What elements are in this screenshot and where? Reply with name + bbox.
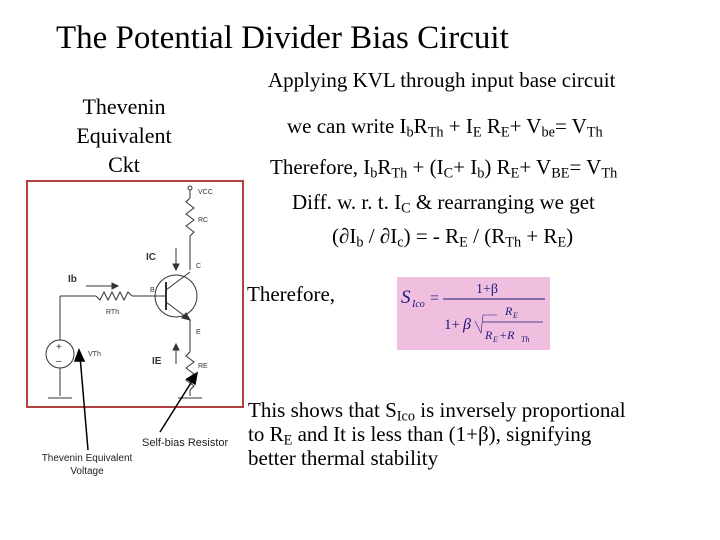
equation-differentiate: Diff. w. r. t. $I_C$ & rearranging we get xyxy=(292,190,595,217)
thevenin-voltage-caption-line: Voltage xyxy=(70,466,104,477)
self-bias-caption: Self-bias Resistor xyxy=(142,437,229,449)
equation-partial: $(\partial I_b / \partial I_c)$ = - $R_E / (R_{Th} + R_E)$ xyxy=(332,224,574,251)
formula-inner-den-sub1: E xyxy=(493,335,498,344)
slide-title: The Potential Divider Bias Circuit xyxy=(56,20,509,56)
vcc-label: VCC xyxy=(198,189,213,196)
ic-label: IC xyxy=(146,252,156,263)
formula-numerator: 1+β xyxy=(476,282,499,297)
thevenin-heading-line: Thevenin xyxy=(82,94,166,119)
conclusion-paragraph xyxy=(248,398,626,470)
vth-label: VTh xyxy=(88,351,101,358)
re-label: RE xyxy=(198,363,208,370)
thevenin-voltage-pointer-head xyxy=(75,350,84,361)
c-label: C xyxy=(196,263,202,270)
ib-label: Ib xyxy=(68,274,77,285)
formula-lhs: S xyxy=(401,287,411,308)
b-label: B xyxy=(150,287,155,294)
rc-label: RC xyxy=(198,217,209,224)
e-label: E xyxy=(196,329,201,336)
conclusion-line-3: better thermal stability xyxy=(248,446,439,470)
thevenin-heading-line: Equivalent xyxy=(76,123,172,148)
formula-inner-den: R xyxy=(485,328,493,342)
kvl-heading: Applying KVL through input base circuit xyxy=(268,68,616,92)
thevenin-voltage-caption xyxy=(30,452,144,478)
formula-equals: = xyxy=(430,290,440,307)
self-bias-pointer-head xyxy=(187,373,197,384)
equation-therefore: Therefore, $I_bR_{Th} + (I_C+ I_b)$ $R_E+ V_{BE}= V_{Th}$ xyxy=(270,155,618,182)
formula-lhs-sub: Ico xyxy=(412,299,425,310)
formula-beta: β xyxy=(463,316,471,333)
thevenin-heading-line: Ckt xyxy=(108,152,140,177)
ie-label: IE xyxy=(152,356,162,367)
thevenin-voltage-caption-line: Thevenin Equivalent xyxy=(41,453,133,464)
thevenin-voltage-pointer xyxy=(80,356,88,450)
formula-inner-den-sub2: Th xyxy=(521,335,530,344)
formula-inner-num-sub: E xyxy=(513,311,518,320)
formula-den-one: 1+ xyxy=(444,317,460,333)
vth-plus: + xyxy=(56,342,62,353)
vth-minus: – xyxy=(56,356,62,367)
therefore-label: Therefore, xyxy=(247,282,336,306)
rth-label: RTh xyxy=(106,309,120,316)
formula-inner-num: R xyxy=(505,304,513,318)
conclusion-line-2: to $R_E$ and It is less than (1+β), signifying xyxy=(248,422,592,449)
formula-inner-den-plus: +R xyxy=(499,328,515,342)
conclusion-line-1: This shows that $S_{Ico}$ is inversely proportional xyxy=(248,398,626,425)
self-bias-pointer xyxy=(160,378,194,432)
equation-kvl: we can write $I_bR_{Th} + I_E$ $R_E+ V_{be}= V_{Th}$ xyxy=(287,114,603,141)
